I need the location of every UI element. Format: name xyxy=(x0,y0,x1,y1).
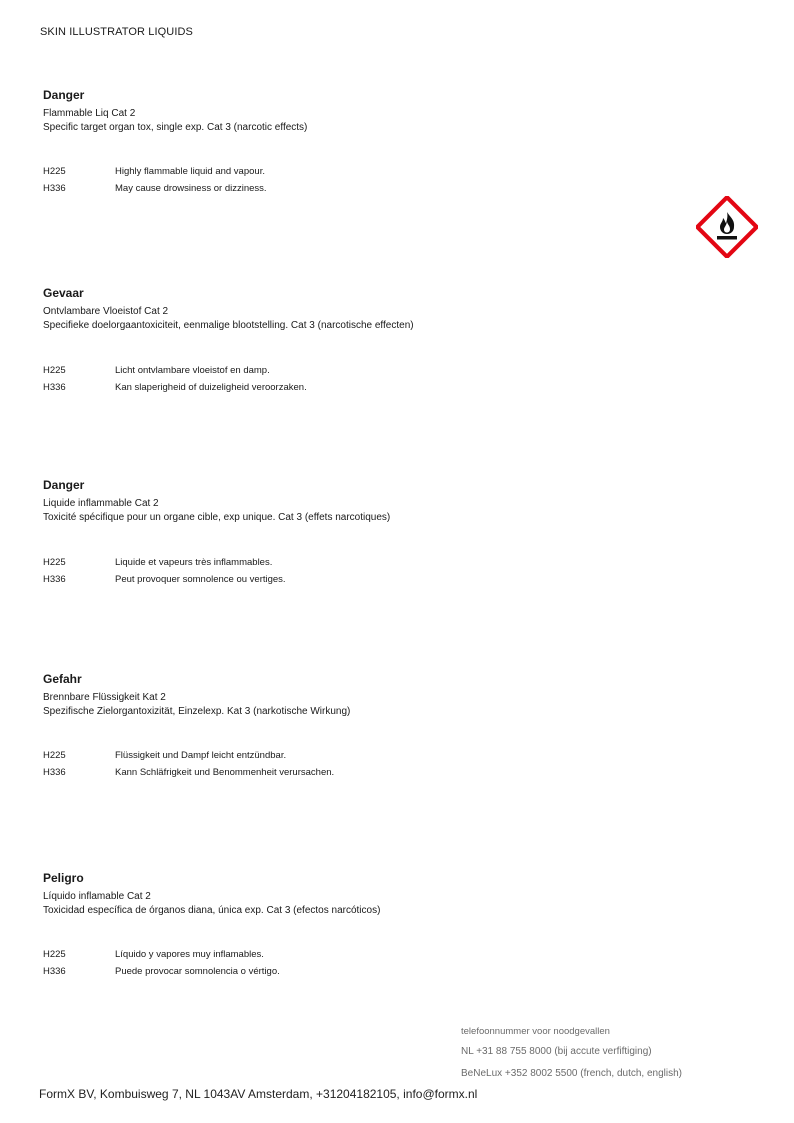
company-footer: FormX BV, Kombuisweg 7, NL 1043AV Amsterdam, +31204182105, info@formx.nl xyxy=(39,1087,478,1101)
hazard-statement-row xyxy=(43,166,643,183)
flame-ghs-pictogram-icon xyxy=(696,196,758,258)
hazard-text: Flüssigkeit und Dampf leicht entzündbar. xyxy=(115,750,287,761)
hazard-text: Puede provocar somnolencia o vértigo. xyxy=(115,966,280,977)
signal-word: Peligro xyxy=(43,871,84,885)
hazard-code: H336 xyxy=(43,183,66,194)
hazard-statements-de xyxy=(43,750,643,784)
hazard-code: H225 xyxy=(43,557,66,568)
hazard-text: Líquido y vapores muy inflamables. xyxy=(115,949,264,960)
classification-line: Ontvlambare Vloeistof Cat 2 xyxy=(43,306,169,317)
hazard-code: H336 xyxy=(43,966,66,977)
hazard-statement-row xyxy=(43,574,643,591)
signal-word: Gefahr xyxy=(43,672,82,686)
hazard-statements-nl xyxy=(43,365,643,399)
hazard-statements-fr xyxy=(43,557,643,591)
hazard-statements-es xyxy=(43,949,643,983)
signal-word: Danger xyxy=(43,88,85,102)
hazard-statement-row xyxy=(43,949,643,966)
hazard-statement-row xyxy=(43,750,643,767)
page-title: SKIN ILLUSTRATOR LIQUIDS xyxy=(40,26,193,38)
hazard-text: Kann Schläfrigkeit und Benommenheit verursachen. xyxy=(115,767,335,778)
hazard-text: Peut provoquer somnolence ou vertiges. xyxy=(115,574,286,585)
hazard-code: H336 xyxy=(43,574,66,585)
hazard-code: H336 xyxy=(43,767,66,778)
classification-line: Toxicidad específica de órganos diana, única exp. Cat 3 (efectos narcóticos) xyxy=(43,904,381,916)
hazard-statement-row xyxy=(43,382,643,399)
hazard-section-nl xyxy=(43,286,643,332)
hazard-section-fr xyxy=(43,478,643,524)
classification-line: Spezifische Zielorgantoxizität, Einzelexp. Kat 3 (narkotische Wirkung) xyxy=(43,705,351,717)
hazard-code: H336 xyxy=(43,382,66,393)
hazard-section-es xyxy=(43,871,643,917)
hazard-section-de xyxy=(43,672,643,718)
classification-line: Brennbare Flüssigkeit Kat 2 xyxy=(43,692,166,703)
signal-word: Danger xyxy=(43,478,85,492)
hazard-statement-row xyxy=(43,365,643,382)
hazard-statement-row xyxy=(43,767,643,784)
classification-line: Specifieke doelorgaantoxiciteit, eenmalige blootstelling. Cat 3 (narcotische effecten) xyxy=(43,319,414,331)
hazard-text: Licht ontvlambare vloeistof en damp. xyxy=(115,365,270,376)
hazard-code: H225 xyxy=(43,365,66,376)
hazard-statements-en xyxy=(43,166,643,200)
classification-line: Toxicité spécifique pour un organe cible, exp unique. Cat 3 (effets narcotiques) xyxy=(43,511,391,523)
emergency-contact xyxy=(461,1025,682,1089)
hazard-text: May cause drowsiness or dizziness. xyxy=(115,183,267,194)
emergency-phone-benelux: BeNeLux +352 8002 5500 (french, dutch, english) xyxy=(461,1068,682,1079)
hazard-code: H225 xyxy=(43,166,66,177)
hazard-statement-row xyxy=(43,557,643,574)
signal-word: Gevaar xyxy=(43,286,84,300)
hazard-statement-row xyxy=(43,183,643,200)
hazard-statement-row xyxy=(43,966,643,983)
emergency-phone-nl: NL +31 88 755 8000 (bij accute verfiftiging) xyxy=(461,1046,652,1057)
hazard-text: Liquide et vapeurs très inflammables. xyxy=(115,557,273,568)
hazard-code: H225 xyxy=(43,750,66,761)
hazard-code: H225 xyxy=(43,949,66,960)
emergency-label: telefoonnummer voor noodgevallen xyxy=(461,1026,610,1037)
hazard-section-en xyxy=(43,88,643,134)
classification-line: Liquide inflammable Cat 2 xyxy=(43,498,159,509)
hazard-text: Kan slaperigheid of duizeligheid veroorzaken. xyxy=(115,382,307,393)
hazard-text: Highly flammable liquid and vapour. xyxy=(115,166,265,177)
classification-line: Líquido inflamable Cat 2 xyxy=(43,891,151,902)
classification-line: Specific target organ tox, single exp. Cat 3 (narcotic effects) xyxy=(43,121,308,133)
classification-line: Flammable Liq Cat 2 xyxy=(43,108,136,119)
